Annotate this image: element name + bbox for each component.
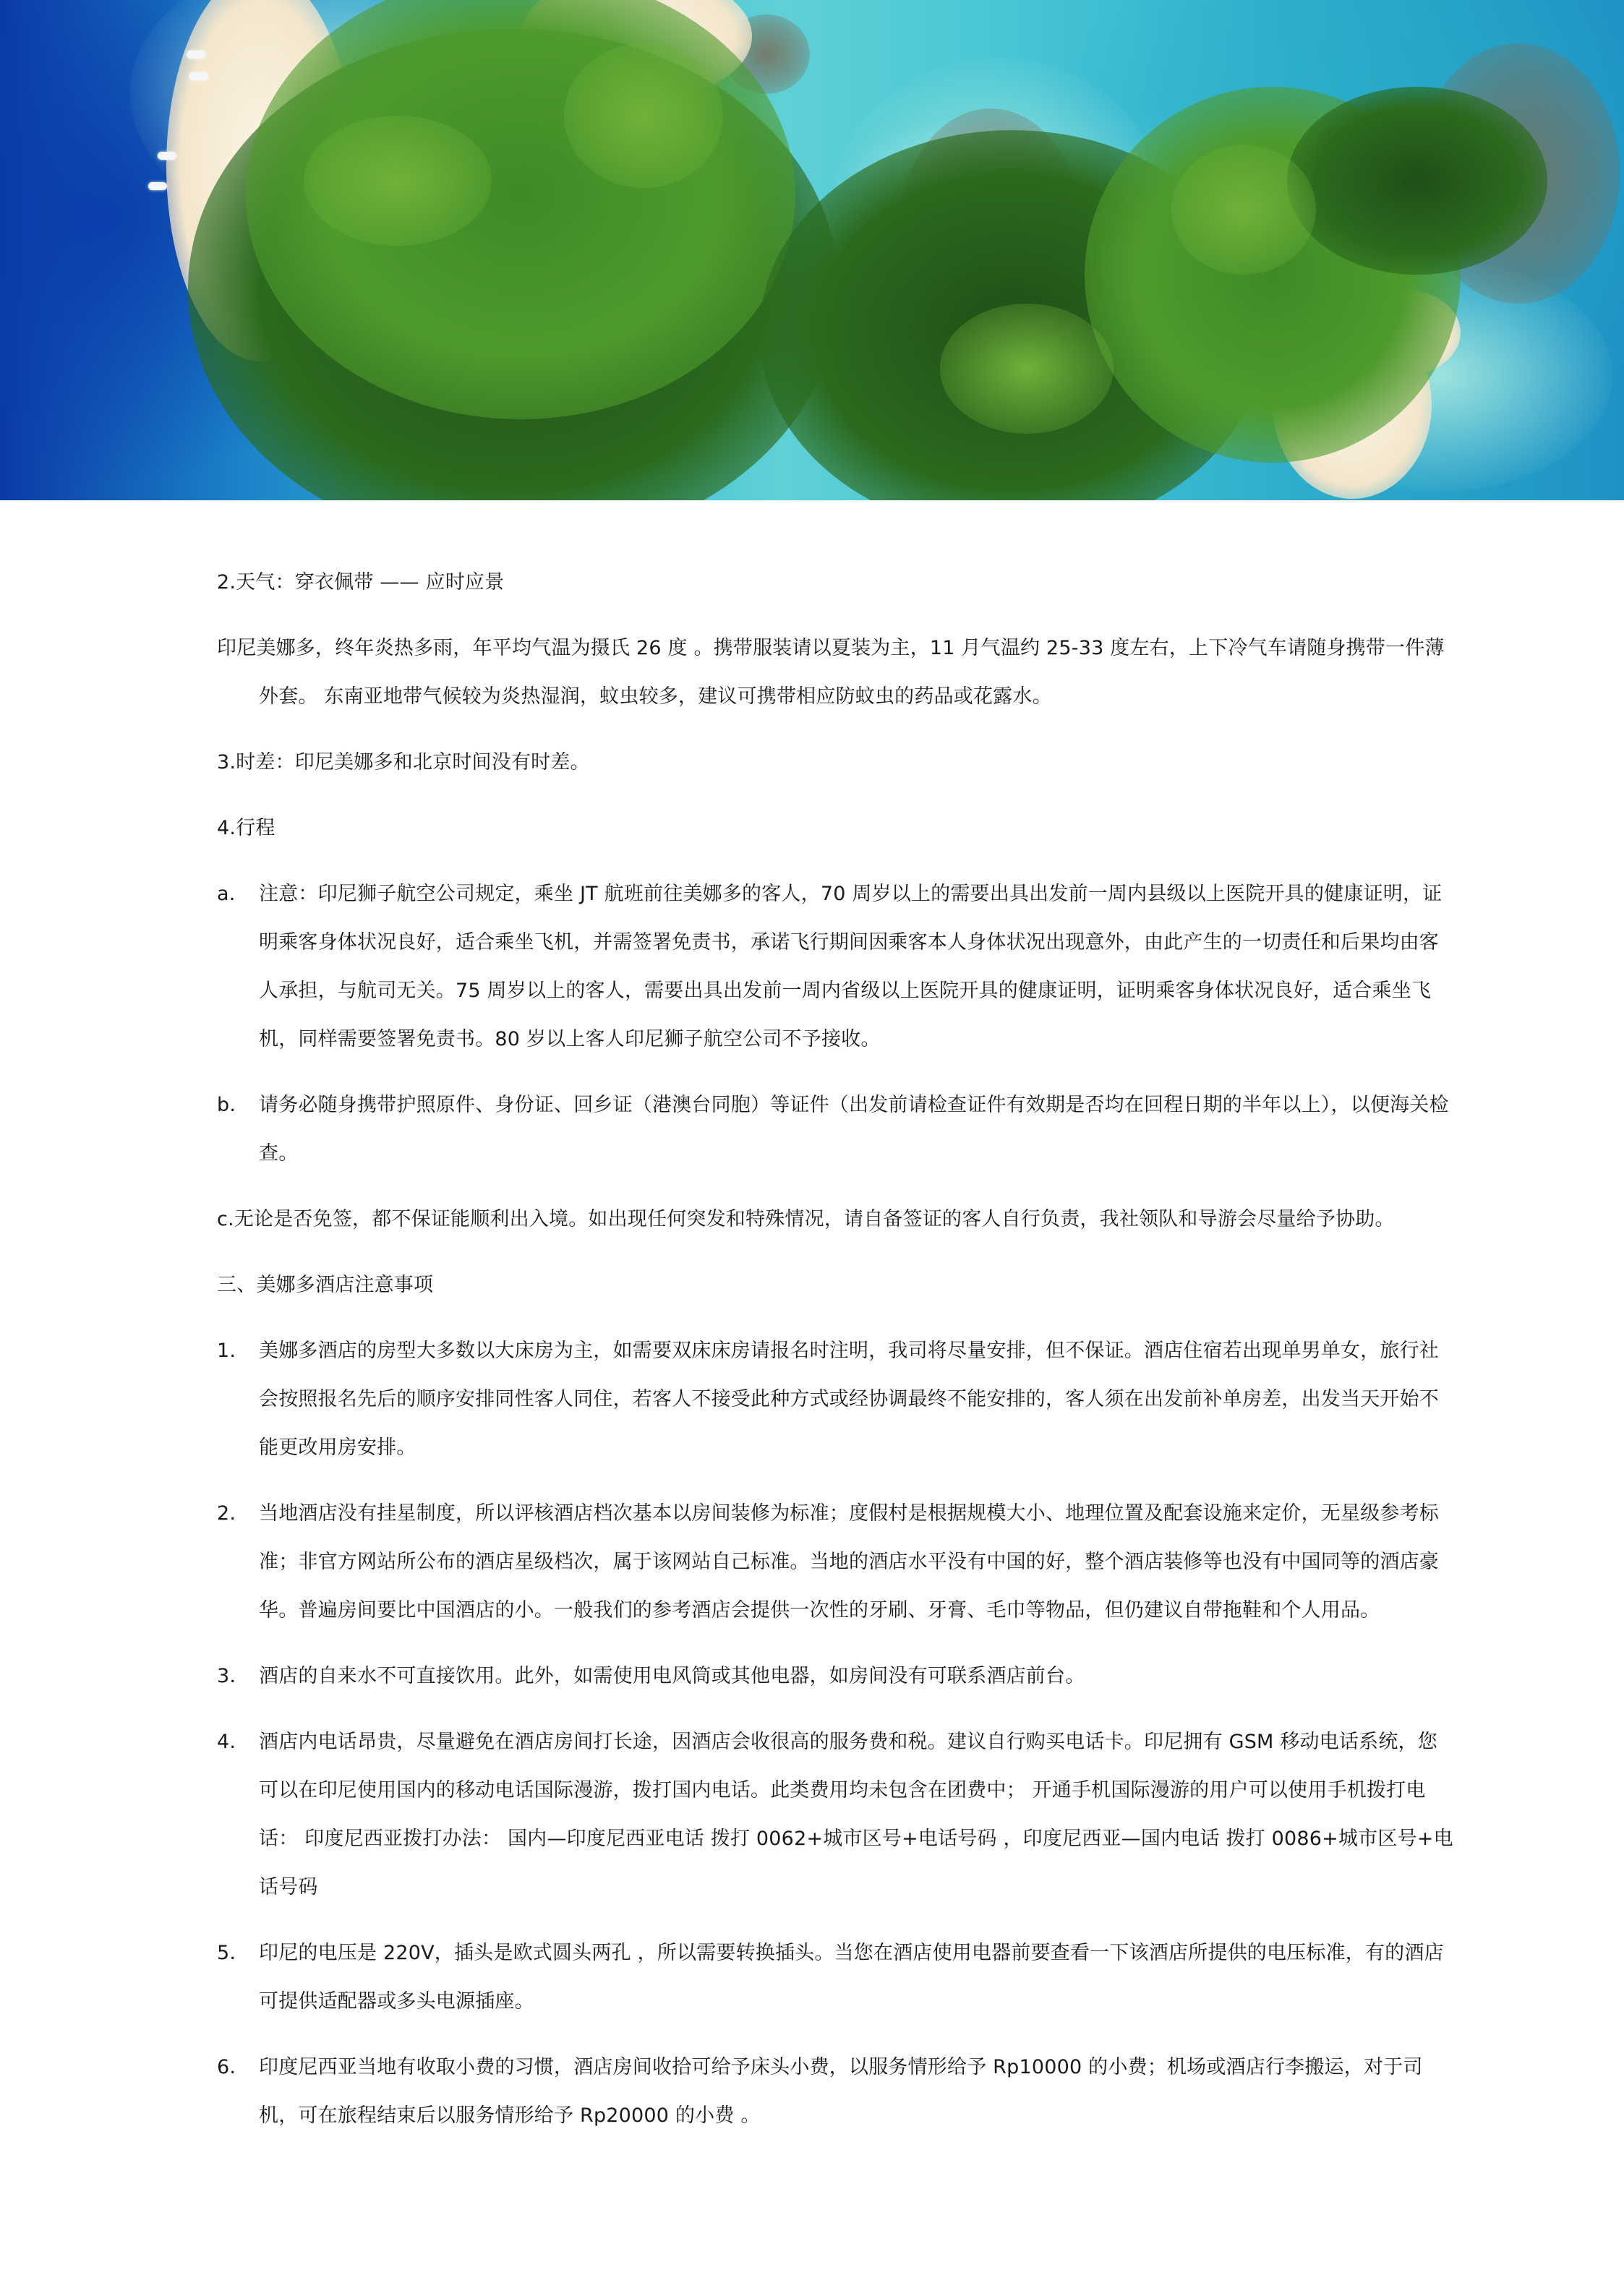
- list-marker: 5.: [217, 1942, 236, 1964]
- itinerary-heading: 4.行程: [217, 817, 275, 839]
- boat-icon: [187, 51, 205, 59]
- list-item-text: 注意：印尼狮子航空公司规定，乘坐 JT 航班前往美娜多的客人，70 周岁以上的需要出具出发前一周内县级以上医院开具的健康证明，证明乘客身体状况良好，适合乘坐飞机，并需签署免责书，承诺飞行期间因乘客本人身体状况出现意外，由此产生的一切责任和后果均由客人承担，与航司无关。75 周岁以上的客人，需要出具出发前一周内省级以上医院开具的健康证明，证明乘客身体状况良好，适合乘坐飞机，同样需要签署免责书。80 岁以上客人印尼狮子航空公司不予接收。: [259, 883, 1443, 1050]
- hotel-item-1: [217, 1327, 1455, 1472]
- document-body: [217, 558, 1455, 2157]
- list-marker: b.: [217, 1094, 236, 1116]
- weather-heading: 2.天气：穿衣佩带 —— 应时应景: [217, 571, 505, 594]
- boat-icon: [189, 72, 208, 80]
- hotel-item-4: [217, 1718, 1455, 1911]
- list-marker: 1.: [217, 1340, 236, 1362]
- visa-paragraph: c.无论是否免签，都不保证能顺利出入境。如出现任何突发和特殊情况，请自备签证的客人自行负责，我社领队和导游会尽量给予协助。: [217, 1208, 1395, 1230]
- list-item-text: 印度尼西亚当地有收取小费的习惯，酒店房间收拾可给予床头小费，以服务情形给予 Rp10000 的小费；机场或酒店行李搬运，对于司机，可在旅程结束后以服务情形给予 Rp20000 的小费 。: [259, 2056, 1423, 2127]
- list-item-text: 酒店的自来水不可直接饮用。此外，如需使用电风筒或其他电器，如房间没有可联系酒店前台。: [259, 1665, 1085, 1687]
- weather-paragraph: 印尼美娜多，终年炎热多雨，年平均气温为摄氏 26 度 。携带服装请以夏装为主，11 月气温约 25-33 度左右，上下冷气车请随身携带一件薄外套。 东南亚地带气候较为炎热湿润，蚊虫较多，建议可携带相应防蚊虫的药品或花露水。: [217, 637, 1445, 708]
- hotel-heading: 三、美娜多酒店注意事项: [217, 1274, 434, 1296]
- list-item-text: 酒店内电话昂贵，尽量避免在酒店房间打长途，因酒店会收很高的服务费和税。建议自行购买电话卡。印尼拥有 GSM 移动电话系统，您可以在印尼使用国内的移动电话国际漫游，拨打国内电话。此类费用均未包含在团费中； 开通手机国际漫游的用户可以使用手机拨打电话： 印度尼西亚拨打办法： 国内—印度尼西亚电话 拨打 0062+城市区号+电话号码 ，印度尼西亚—国内电话 拨打 0086+城市区号+电话号码: [259, 1731, 1453, 1898]
- list-marker: a.: [217, 883, 236, 905]
- boat-icon: [148, 182, 167, 190]
- list-item-text: 印尼的电压是 220V，插头是欧式圆头两孔 ，所以需要转换插头。当您在酒店使用电器前要查看一下该酒店所提供的电压标准，有的酒店可提供适配器或多头电源插座。: [259, 1942, 1444, 2013]
- list-marker: 4.: [217, 1731, 236, 1753]
- itinerary-item-a: [217, 870, 1455, 1063]
- hero-island-image: [0, 0, 1624, 500]
- hotel-item-6: [217, 2043, 1455, 2140]
- timezone-paragraph: 3.时差：印尼美娜多和北京时间没有时差。: [217, 751, 590, 774]
- itinerary-item-b: [217, 1081, 1455, 1178]
- list-marker: 3.: [217, 1665, 236, 1687]
- boat-icon: [158, 152, 176, 160]
- hotel-item-2: [217, 1489, 1455, 1635]
- list-item-text: 美娜多酒店的房型大多数以大床房为主，如需要双床床房请报名时注明，我司将尽量安排，但不保证。酒店住宿若出现单男单女，旅行社会按照报名先后的顺序安排同性客人同住，若客人不接受此种方式或经协调最终不能安排的，客人须在出发前补单房差，出发当天开始不能更改用房安排。: [259, 1340, 1439, 1459]
- list-item-text: 请务必随身携带护照原件、身份证、回乡证（港澳台同胞）等证件（出发前请检查证件有效期是否均在回程日期的半年以上），以便海关检查。: [259, 1094, 1449, 1165]
- hotel-item-3: [217, 1652, 1455, 1700]
- hotel-item-5: [217, 1929, 1455, 2026]
- list-marker: 6.: [217, 2056, 236, 2078]
- list-marker: 2.: [217, 1502, 236, 1525]
- list-item-text: 当地酒店没有挂星制度，所以评核酒店档次基本以房间装修为标准；度假村是根据规模大小、地理位置及配套设施来定价，无星级参考标准；非官方网站所公布的酒店星级档次，属于该网站自己标准。当地的酒店水平没有中国的好，整个酒店装修等也没有中国同等的酒店豪华。普遍房间要比中国酒店的小。一般我们的参考酒店会提供一次性的牙刷、牙膏、毛巾等物品，但仍建议自带拖鞋和个人用品。: [259, 1502, 1439, 1622]
